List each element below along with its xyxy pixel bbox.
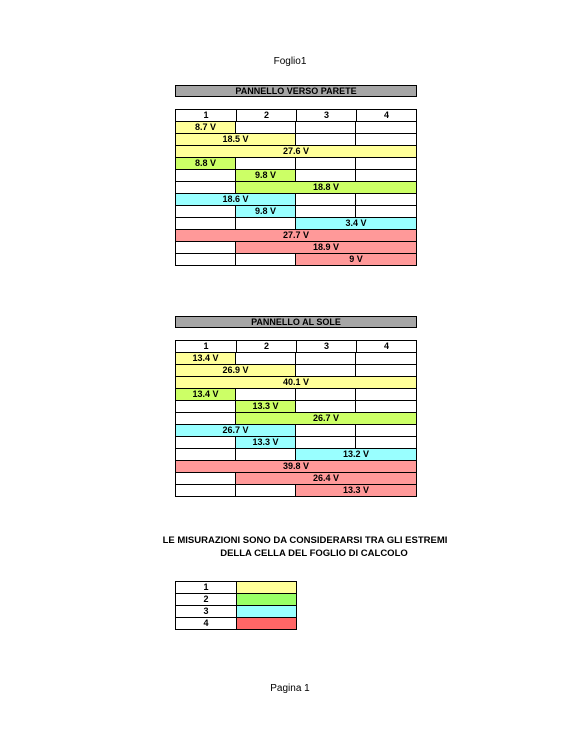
column-header-row (176, 110, 416, 121)
voltage-bar: 18.6 V (175, 194, 296, 205)
voltage-table-sole (175, 340, 417, 497)
table-row (176, 484, 416, 496)
voltage-bar: 13.3 V (295, 485, 417, 496)
voltage-bar: 26.7 V (235, 413, 417, 424)
table-row (176, 364, 416, 376)
table-row (176, 448, 416, 460)
legend-label: 3 (176, 606, 237, 617)
table-title-parete: PANNELLO VERSO PARETE (175, 85, 417, 97)
legend-swatch (237, 606, 296, 617)
table-row (176, 121, 416, 133)
sheet-name: Foglio1 (273, 56, 307, 67)
table-row (176, 133, 416, 145)
voltage-bar: 18.9 V (235, 242, 417, 253)
table-row (176, 412, 416, 424)
column-header: 3 (296, 341, 356, 352)
voltage-bar: 8.7 V (175, 122, 236, 133)
voltage-bar: 18.8 V (235, 182, 417, 193)
column-header-row (176, 341, 416, 352)
table-row (176, 376, 416, 388)
voltage-bar: 26.9 V (175, 365, 296, 376)
voltage-bar: 3.4 V (295, 218, 417, 229)
voltage-bar: 18.5 V (175, 134, 296, 145)
column-header: 1 (203, 341, 209, 351)
table-row (176, 229, 416, 241)
table-row (176, 217, 416, 229)
voltage-bar: 8.8 V (175, 158, 236, 169)
voltage-bar: 9.8 V (235, 170, 296, 181)
voltage-bar: 13.2 V (295, 449, 417, 460)
table-row (176, 205, 416, 217)
column-header: 4 (356, 110, 416, 121)
voltage-bar: 13.4 V (175, 353, 236, 364)
table-row (176, 145, 416, 157)
table-row (176, 388, 416, 400)
legend-row (176, 582, 296, 593)
voltage-bar: 13.3 V (235, 437, 296, 448)
measurement-note (0, 534, 580, 560)
legend-label: 1 (176, 582, 237, 593)
column-header: 3 (296, 110, 356, 121)
table-row (176, 157, 416, 169)
table-row (176, 400, 416, 412)
legend-label: 2 (176, 594, 237, 605)
table-row (176, 241, 416, 253)
legend-row (176, 593, 296, 605)
legend-label: 4 (176, 618, 237, 629)
legend-swatch (237, 618, 296, 629)
column-header: 4 (356, 341, 416, 352)
voltage-bar: 27.6 V (175, 146, 417, 157)
table-row (176, 460, 416, 472)
voltage-table-parete (175, 109, 417, 266)
voltage-bar: 40.1 V (175, 377, 417, 388)
legend-row (176, 617, 296, 629)
legend-swatch (237, 594, 296, 605)
table-title-sole: PANNELLO AL SOLE (175, 316, 417, 328)
voltage-bar: 26.7 V (175, 425, 296, 436)
table-row (176, 472, 416, 484)
page-number: Pagina 1 (270, 683, 310, 694)
column-header: 2 (236, 110, 296, 121)
note-line-1: LE MISURAZIONI SONO DA CONSIDERARSI TRA GLI ESTREMI (162, 535, 448, 546)
table-row (176, 181, 416, 193)
voltage-bar: 13.4 V (175, 389, 236, 400)
table-row (176, 424, 416, 436)
voltage-bar: 9 V (295, 254, 417, 265)
table-row (176, 253, 416, 265)
legend-row (176, 605, 296, 617)
table-row (176, 169, 416, 181)
column-header: 1 (203, 110, 209, 120)
color-legend (175, 581, 297, 630)
voltage-bar: 9.8 V (235, 206, 296, 217)
column-header: 2 (236, 341, 296, 352)
table-row (176, 193, 416, 205)
table-row (176, 352, 416, 364)
note-line-2: DELLA CELLA DEL FOGLIO DI CALCOLO (220, 548, 408, 559)
voltage-bar: 26.4 V (235, 473, 417, 484)
table-row (176, 436, 416, 448)
voltage-bar: 39.8 V (175, 461, 417, 472)
voltage-bar: 27.7 V (175, 230, 417, 241)
voltage-bar: 13.3 V (235, 401, 296, 412)
legend-swatch (237, 582, 296, 593)
